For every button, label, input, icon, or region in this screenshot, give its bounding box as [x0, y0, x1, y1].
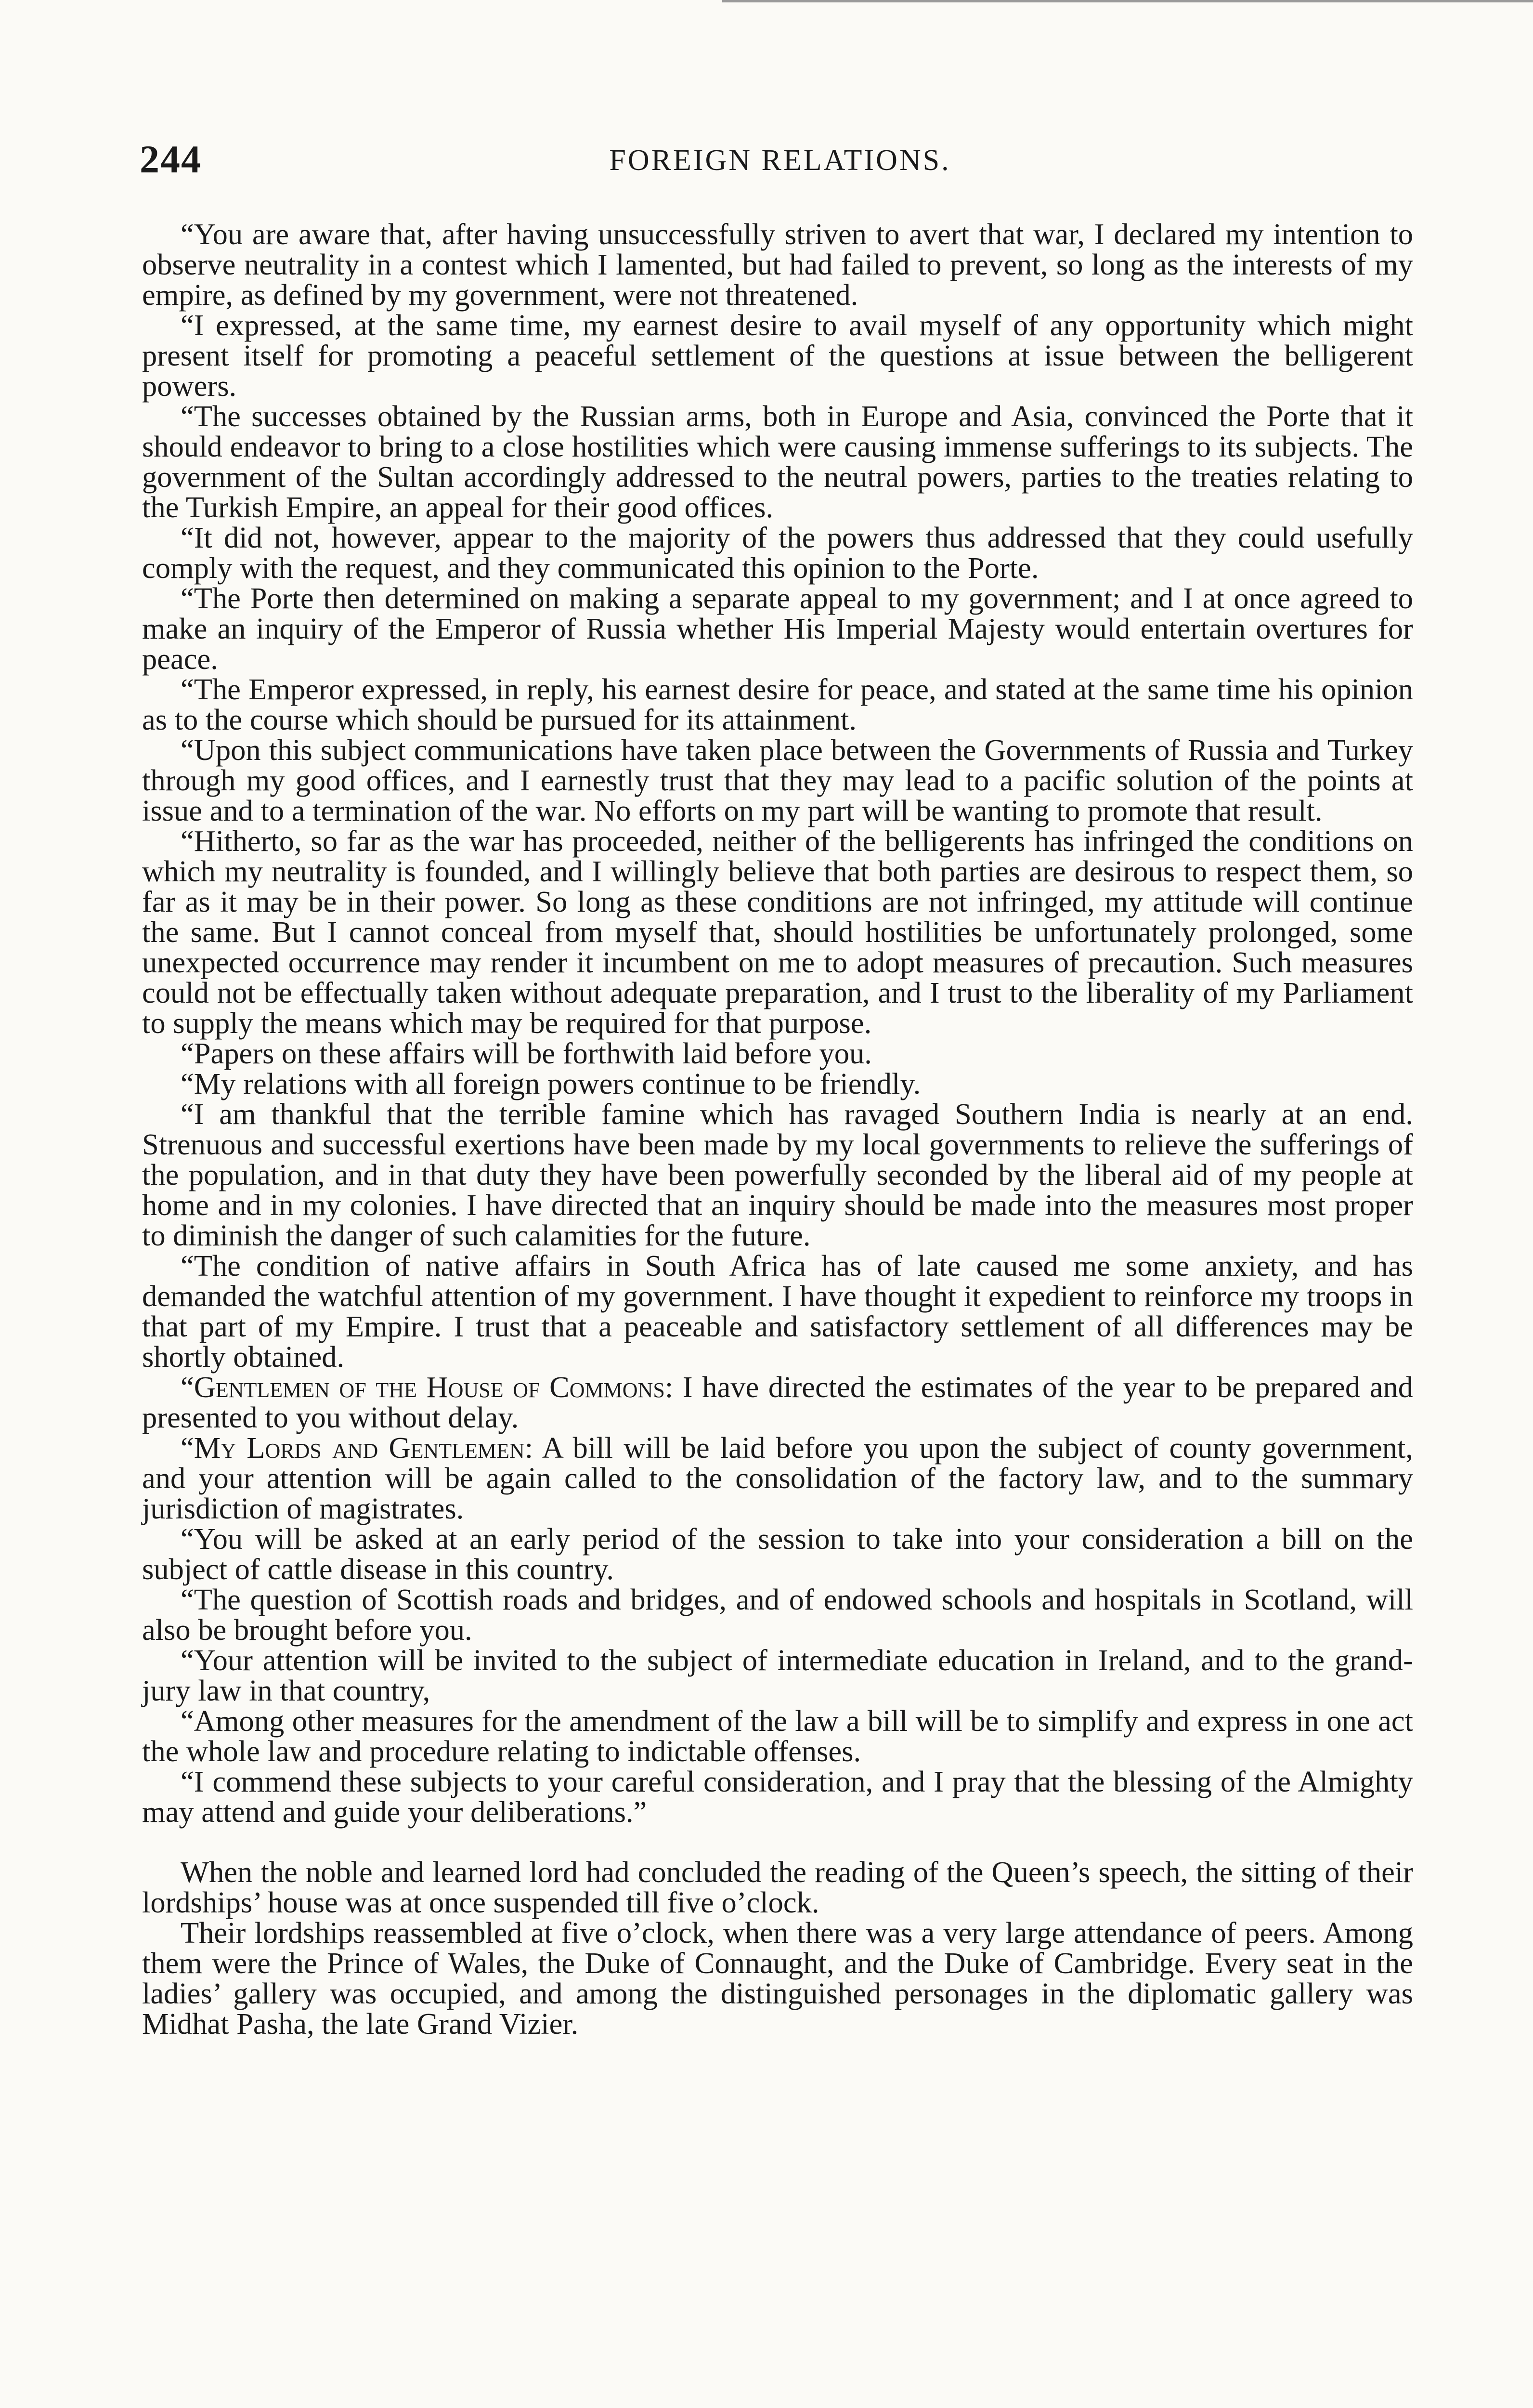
speech-paragraph: “Papers on these affairs will be forthwith laid before you. — [181, 1036, 872, 1070]
speech-paragraph: “Among other measures for the amendment of the law a bill will be to simplify and express in one act the whole law and procedure relating to indictable offenses. — [142, 1704, 1413, 1768]
speech-paragraph: “The Porte then determined on making a separate appeal to my government; and I at once agreed to make an inquiry of the Emperor of Russia whether His Imperial Majesty would entertain overtures for peace. — [142, 581, 1413, 676]
top-edge-rule — [722, 0, 1533, 2]
section-spacer — [142, 1827, 1413, 1857]
speech-paragraph: “My Lords and Gentlemen: A bill will be laid before you upon the subject of county government, and your attention will be again called to the consolidation of the factory law, and to the summary jurisdiction of magistrates. — [142, 1431, 1413, 1525]
page-number: 244 — [140, 137, 202, 181]
queens-speech — [142, 219, 1413, 1827]
speech-paragraph: “You will be asked at an early period of the session to take into your consideration a bill on the subject of cattle disease in this country. — [142, 1522, 1413, 1586]
narrative-paragraph: When the noble and learned lord had concluded the reading of the Queen’s speech, the sitting of their lordships’ house was at once suspended till five o’clock. — [142, 1855, 1413, 1919]
address-heading: “My Lords and Gentlemen — [181, 1431, 525, 1465]
page-header — [140, 137, 1420, 190]
page-body — [142, 219, 1413, 2039]
speech-paragraph: “The condition of native affairs in South Africa has of late caused me some anxiety, and has demanded the watchful attention of my government. I have thought it expedient to reinforce my troops in that part of my Empire. I trust that a peaceable and satisfactory settlement of all differences may be shortly obtained. — [142, 1249, 1413, 1374]
running-title: FOREIGN RELATIONS. — [609, 144, 951, 177]
narrative-paragraph: Their lordships reassembled at five o’clock, when there was a very large attendance of peers. Among them were the Prince of Wales, the Duke of Connaught, and the Duke of Cambridge. Every seat in the ladies’ gallery was occupied, and among the distinguished personages in the diplomatic gallery was Midhat Pasha, the late Grand Vizier. — [142, 1916, 1413, 2041]
speech-paragraph: “I commend these subjects to your careful consideration, and I pray that the blessing of the Almighty may attend and guide your deliberations.” — [142, 1765, 1413, 1829]
address-heading: “Gentlemen of the House of Commons — [181, 1370, 665, 1404]
speech-paragraph: “The successes obtained by the Russian arms, both in Europe and Asia, convinced the Porte that it should endeavor to bring to a close hostilities which were causing immense sufferings to its subjects. The government of the Sultan accordingly addressed to the neutral powers, parties to the treaties relating to the Turkish Empire, an appeal for their good offices. — [142, 399, 1413, 524]
narrative — [142, 1857, 1413, 2039]
speech-paragraph: “Your attention will be invited to the subject of intermediate education in Ireland, and to the grand-jury law in that country, — [142, 1643, 1413, 1707]
speech-paragraph: “My relations with all foreign powers continue to be friendly. — [181, 1067, 921, 1100]
speech-paragraph: “The question of Scottish roads and bridges, and of endowed schools and hospitals in Scotland, will also be brought before you. — [142, 1583, 1413, 1647]
speech-paragraph: “Hitherto, so far as the war has proceeded, neither of the belligerents has infringed the conditions on which my neutrality is founded, and I willingly believe that both parties are desirous to respect them, so far as it may be in their power. So long as these conditions are not infringed, my attitude will continue the same. But I cannot conceal from myself that, should hostilities be unfortunately prolonged, some unexpected occurrence may render it incumbent on me to adopt measures of precaution. Such measures could not be effectually taken without adequate preparation, and I trust to the liberality of my Parliament to supply the means which may be required for that purpose. — [142, 824, 1413, 1040]
speech-paragraph: “The Emperor expressed, in reply, his earnest desire for peace, and stated at the same time his opinion as to the course which should be pursued for its attainment. — [142, 672, 1413, 736]
speech-paragraph: “Gentlemen of the House of Commons: I have directed the estimates of the year to be prepared and presented to you without delay. — [142, 1370, 1413, 1434]
speech-paragraph: “You are aware that, after having unsuccessfully striven to avert that war, I declared my intention to observe neutrality in a contest which I lamented, but had failed to prevent, so long as the interests of my empire, as defined by my government, were not threatened. — [142, 217, 1413, 312]
speech-paragraph: “I expressed, at the same time, my earnest desire to avail myself of any opportunity which might present itself for promoting a peaceful settlement of the questions at issue between the belligerent powers. — [142, 308, 1413, 403]
speech-paragraph: “Upon this subject communications have taken place between the Governments of Russia and Turkey through my good offices, and I earnestly trust that they may lead to a pacific solution of the points at issue and to a termination of the war. No efforts on my part will be wanting to promote that result. — [142, 733, 1413, 827]
speech-paragraph: “I am thankful that the terrible famine which has ravaged Southern India is nearly at an end. Strenuous and successful exertions have been made by my local governments to relieve the sufferings of the population, and in that duty they have been powerfully seconded by the liberal aid of my people at home and in my colonies. I have directed that an inquiry should be made into the measures most proper to diminish the danger of such calamities for the future. — [142, 1097, 1413, 1252]
speech-paragraph: “It did not, however, appear to the majority of the powers thus addressed that they could usefully comply with the request, and they communicated this opinion to the Porte. — [142, 521, 1413, 585]
